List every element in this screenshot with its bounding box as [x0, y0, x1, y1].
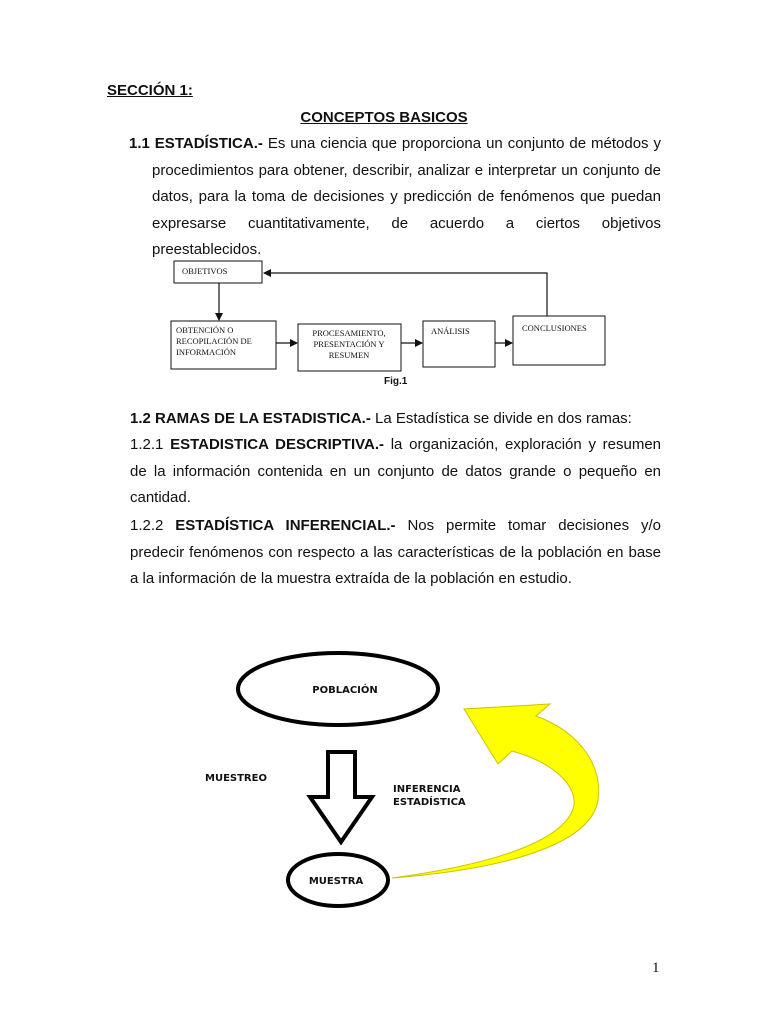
paragraph-lead: ESTADÍSTICA INFERENCIAL.-: [175, 517, 396, 534]
flowchart: [171, 261, 605, 387]
arrow-feedback: [264, 273, 547, 316]
box-procesamiento-line-2: PRESENTACIÓN Y: [313, 339, 385, 349]
sampling-diagram: [205, 653, 599, 906]
box-obtencion-line-3: INFORMACIÓN: [176, 347, 236, 357]
label-inferencia-line-2: ESTADÍSTICA: [393, 797, 466, 808]
box-obtencion-line-2: RECOPILACIÓN DE: [176, 336, 252, 346]
paragraph-text: Nos permite tomar decisiones y/o predecir fenómenos con respecto a las características de la población en base a la información de la muestra extraída de la población en estudio.: [130, 517, 662, 587]
down-arrow-icon: [310, 752, 372, 842]
box-conclusiones-label: CONCLUSIONES: [522, 323, 587, 333]
box-obtencion-line-1: OBTENCIÓN O: [176, 325, 234, 335]
paragraph-lead: ESTADISTICA DESCRIPTIVA.-: [170, 436, 385, 453]
page-heading: CONCEPTOS BASICOS: [300, 109, 468, 126]
paragraph-text: la organización, exploración y resumen de la información contenida en un conjunto de datos grande o pequeño en cantidad.: [130, 436, 662, 506]
page-number: 1: [652, 960, 660, 976]
paragraph-ramas: [130, 406, 661, 433]
label-muestra: MUESTRA: [308, 876, 364, 887]
section-title: SECCIÓN 1:: [107, 82, 193, 99]
label-poblacion: POBLACIÓN: [312, 685, 378, 696]
paragraph-inferencial: [130, 513, 661, 593]
box-procesamiento-line-1: PROCESAMIENTO,: [312, 328, 386, 338]
paragraph-text: La Estadística se divide en dos ramas:: [370, 410, 632, 427]
label-muestreo: MUESTREO: [205, 773, 267, 784]
box-objetivos-label: OBJETIVOS: [182, 266, 228, 276]
paragraph-lead: 1.2 RAMAS DE LA ESTADISTICA.-: [130, 410, 371, 427]
label-inferencia-line-1: INFERENCIA: [393, 784, 461, 795]
paragraph-descriptiva: [130, 432, 661, 512]
figure-caption: Fig.1: [384, 376, 408, 387]
paragraph-lead: 1.1 ESTADÍSTICA.-: [129, 135, 263, 152]
box-procesamiento-line-3: RESUMEN: [328, 350, 370, 360]
paragraph-number: 1.2.1: [130, 436, 171, 453]
paragraph-text: Es una ciencia que proporciona un conjunto de métodos y procedimientos para obtener, describir, analizar e interpretar un conjunto de datos, para la toma de decisiones y predicción de fenómenos que puedan expresarse cuantitativamente, de acuerdo a ciertos objetivos preestablecidos.: [152, 135, 662, 258]
box-analisis-label: ANÁLISIS: [431, 326, 470, 336]
paragraph-number: 1.2.2: [130, 517, 176, 534]
